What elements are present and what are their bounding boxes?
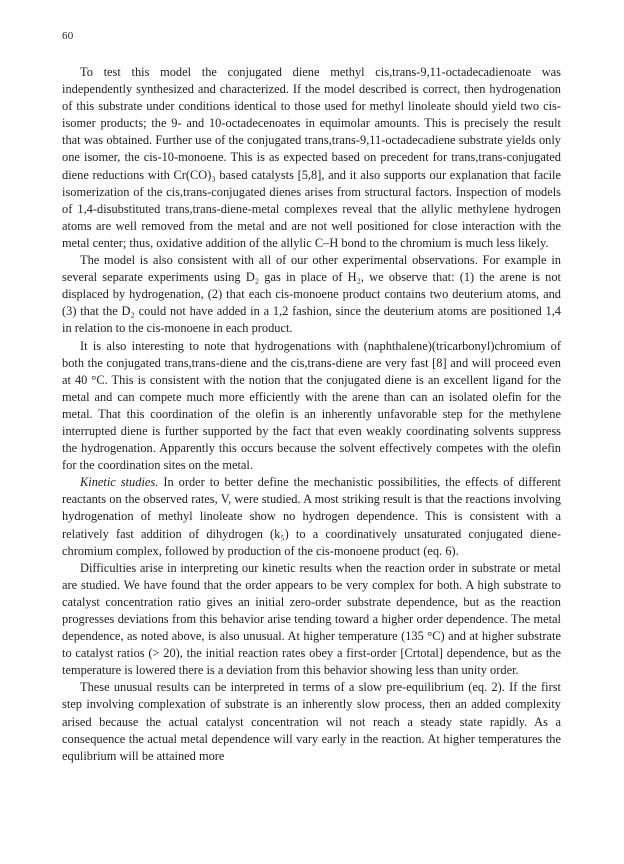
paragraph [62, 679, 561, 764]
paragraph [62, 64, 561, 252]
paragraph-text: It is also interesting to note that hydrogenations with (naphthalene)(tricarbonyl)chromium of both the conjugated trans,trans-diene and the cis,trans-diene are very fast [8] and will proceed even at 40 °C. This is consistent with the notion that the conjugated diene is an excellent ligand for the metal and can compete much more efficiently with the arene than can an isolated olefin for the metal. That this coordination of the olefin is an inherently unfavorable step for the methylene interrupted diene is further supported by the fact that even weakly coordinating solvents suppress the hydrogenation. Apparently this occurs because the solvent effectively competes with the olefin for the coordination sites on the metal. [62, 338, 561, 473]
paragraph-text: These unusual results can be interpreted in terms of a slow pre-equilibrium (eq. 2). If the first step involving complexation of substrate is an inherently slow process, then an added complexity arised because the actual catalyst concentration wil not reach a steady state rapidly. As a consequence the actual metal dependence will vary early in the reaction. At higher temperatures the equlibrium will be attained more [62, 680, 561, 763]
paragraph-text: Difficulties arise in interpreting our kinetic results when the reaction order in substrate or metal are studied. We have found that the order appears to be very complex for both. A high substrate to catalyst concentration ratio gives an initial zero-order substrate dependence, but as the reaction progresses deviations from this behavior arise tending toward a higher order dependence. The metal dependence, as noted above, is also unusual. At higher temperature (135 °C) and at higher substrate to catalyst ratios (> 20), the initial reaction rates obey a first-order [Crtotal] dependence, but as the temperature is lowered there is a deviation from this behavior showing less than unity order. [62, 560, 561, 678]
page-number: 60 [62, 30, 74, 42]
paragraph-text: In order to better define the mechanistic possibilities, the effects of different reactants on the observed rates, V, were studied. A most striking result is that the reactions involving hydrogenation of methyl linoleate show no hydrogen dependence. This is consistent with a relatively fast addition of dihydrogen (k₅) to a coordinatively unsaturated conjugated diene-chromium complex, followed by production of the cis-monoene product (eq. 6). [62, 475, 561, 558]
body-text [62, 64, 561, 765]
paragraph-text: To test this model the conjugated diene methyl cis,trans-9,11-octadecadienoate was independently synthesized and characterized. If the model described is correct, then hydrogenation of this substrate under conditions identical to those used for methyl linoleate should yield two cis-isomer products; the 9- and 10-octadecenoates in equimolar amounts. This is precisely the result that was obtained. Further use of the conjugated trans,trans-9,11-octadecadiene substrate yields only one isomer, the cis-10-monoene. This is as expected based on precedent for trans,trans-conjugated diene reductions with Cr(CO)₃ based catalysts [5,8], and it also supports our explanation that facile isomerization of the cis,trans-conjugated dienes arises from structural factors. Inspection of models of 1,4-disubstituted trans,trans-diene-metal complexes reveal that the allylic methylene hydrogen atoms are well removed from the metal and are not well positioned for close interaction with the metal center; thus, oxidative addition of the allylic C–H bond to the chromium is much less likely. [62, 65, 561, 250]
section-run-in-heading: Kinetic studies. [80, 475, 159, 490]
paragraph [62, 252, 561, 337]
paragraph [62, 474, 561, 559]
paragraph-text: The model is also consistent with all of our other experimental observations. For example in several separate experiments using D₂ gas in place of H₂, we observe that: (1) the arene is not displaced by hydrogenation, (2) that each cis-monoene product contains two deuterium atoms, and (3) that the D₂ could not have added in a 1,2 fashion, since the deuterium atoms are positioned 1,4 in relation to the cis-monoene in each product. [62, 253, 561, 336]
paragraph [62, 560, 561, 680]
paragraph [62, 338, 561, 475]
